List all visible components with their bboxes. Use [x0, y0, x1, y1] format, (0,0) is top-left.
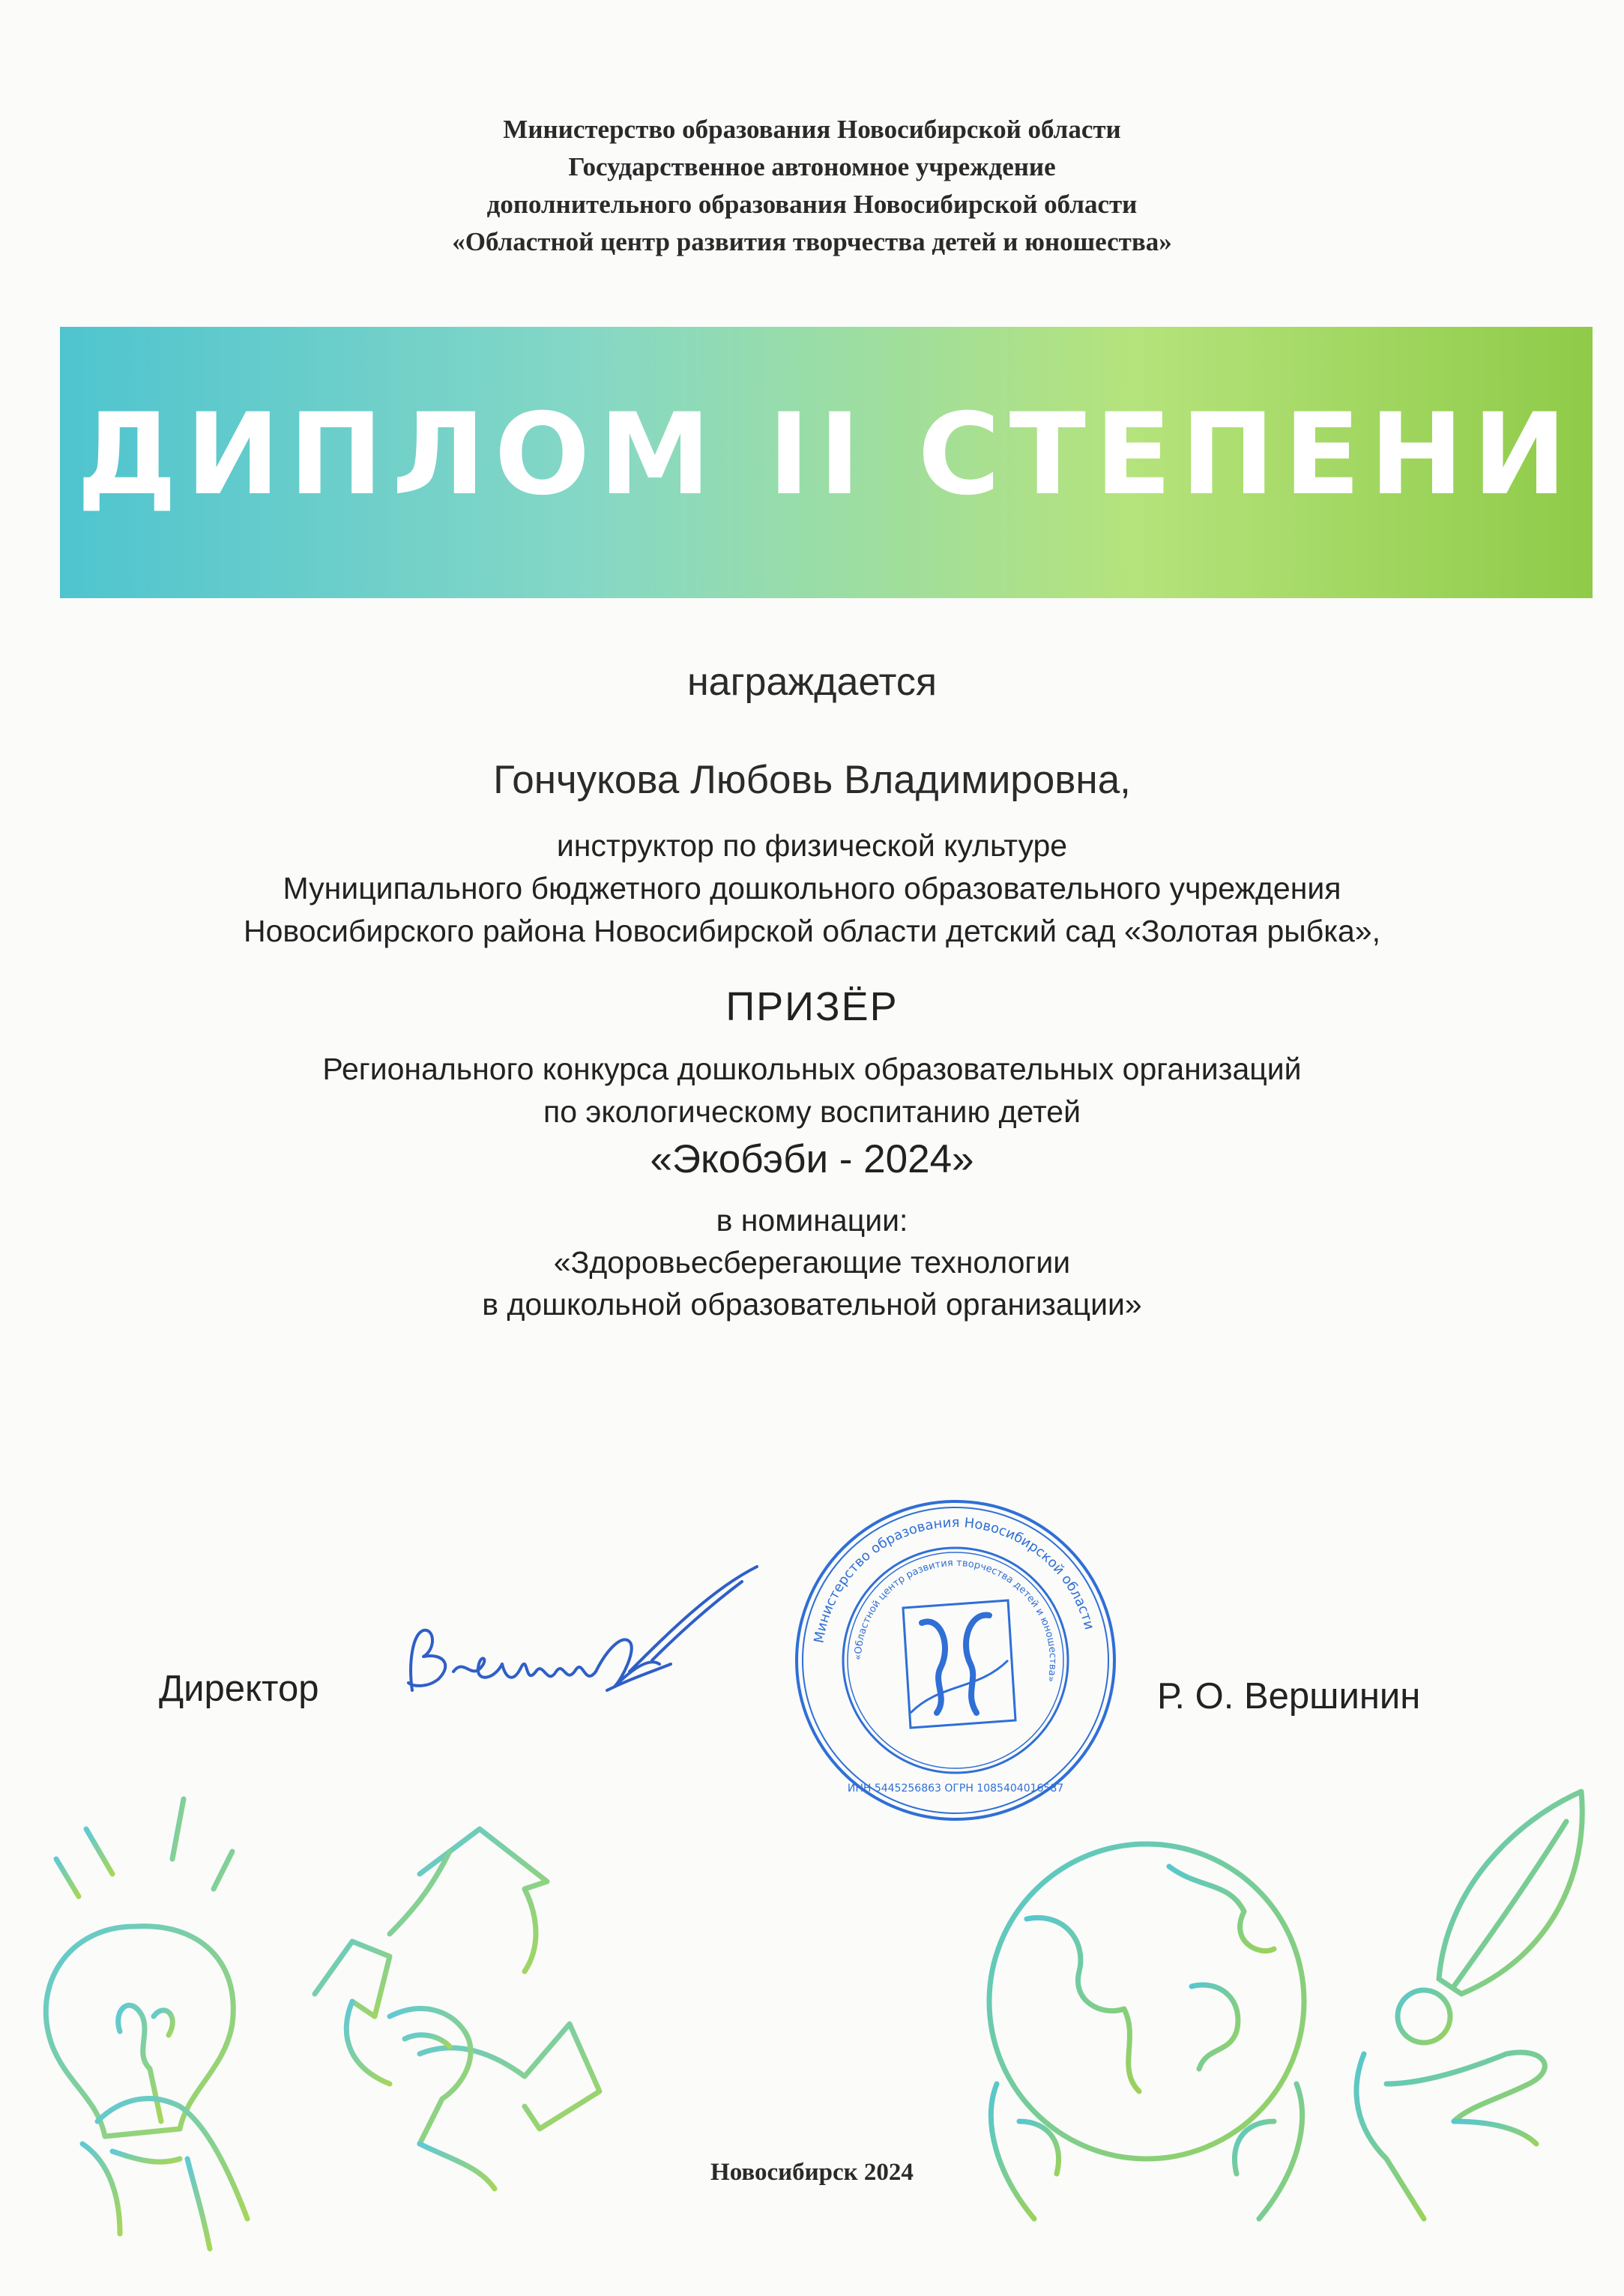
position-line-2: Муниципального бюджетного дошкольного образовательного учреждения — [283, 871, 1341, 906]
header-line-center: «Областной центр развития творчества детей и юношества» — [452, 227, 1172, 256]
stamp-inner-text: «Областной центр развития творчества детей и юношества» — [852, 1557, 1059, 1684]
header-line-education: дополнительного образования Новосибирской области — [486, 190, 1138, 219]
title-banner — [60, 327, 1593, 598]
nomination-line-2: в дошкольной образовательной организации» — [482, 1287, 1142, 1322]
contest-name: «Экобэби - 2024» — [650, 1137, 974, 1181]
eco-illustrations — [0, 1769, 1624, 2294]
nomination-label: в номинации: — [716, 1203, 908, 1238]
recycle-icon — [315, 1829, 600, 2189]
position-line-1: инструктор по физической культуре — [556, 828, 1068, 863]
header-line-ministry: Министерство образования Новосибирской области — [503, 115, 1121, 144]
director-signature — [382, 1559, 772, 1732]
nomination-line-1: «Здоровьесберегающие технологии — [553, 1245, 1071, 1280]
awarded-label: награждается — [686, 660, 938, 704]
issuer-header — [0, 111, 1624, 261]
director-name: Р. О. Вершинин — [1157, 1676, 1421, 1717]
contest-line-1: Регионального конкурса дошкольных образовательных организаций — [322, 1052, 1302, 1086]
header-line-institution: Государственное автономное учреждение — [568, 152, 1056, 181]
contest-line-2: по экологическому воспитанию детей — [543, 1094, 1081, 1129]
recipient-position — [0, 825, 1624, 953]
position-line-3: Новосибирского района Новосибирской области детский сад «Золотая рыбка», — [243, 914, 1381, 948]
contest-block — [0, 1048, 1624, 1186]
director-role: Директор — [159, 1669, 319, 1709]
nomination-block — [0, 1199, 1624, 1325]
diploma-title: ДИПЛОМ II СТЕПЕНИ — [76, 390, 1576, 520]
coat-of-arms-icon — [903, 1600, 1015, 1728]
stamp-ids: ИНН 5445256863 ОГРН 1085404016587 — [847, 1783, 1064, 1795]
prize-title: ПРИЗЁР — [725, 984, 899, 1029]
leaf-icon — [1356, 1792, 1582, 2219]
recipient-name: Гончукова Любовь Владимировна, — [493, 758, 1131, 802]
stamp-outer-text: Министерство образования Новосибирской области — [811, 1514, 1098, 1645]
footer-city-year: Новосибирск 2024 — [710, 2159, 914, 2186]
